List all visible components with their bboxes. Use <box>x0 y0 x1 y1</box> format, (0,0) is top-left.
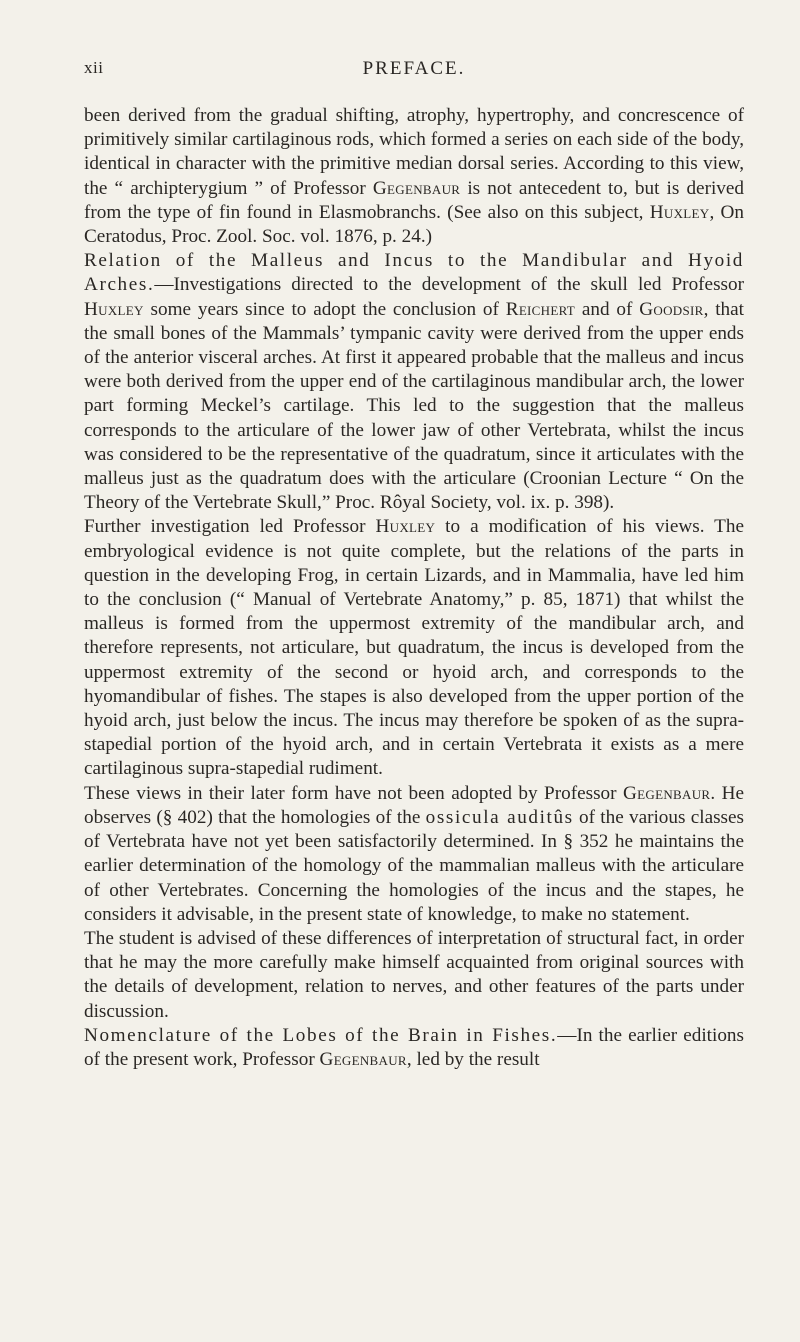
paragraph-nomenclature <box>84 1024 744 1072</box>
text-run: to a modification of his views. The embryological evidence is not quite complete, but the relations of the parts in question in the developing Frog, in certain Lizards, and in Mammalia, have led him to the conclusion (“ Manual of Vertebrate Anatomy,” p. 85, 1871) that whilst the malleus is formed from the uppermost extremity of the mandibular arch, and therefore represents, not articulare, but quadratum, the incus is developed from the uppermost extremity of the second or hyoid arch, and corresponds to the hyomandibular of fishes. The stapes is also developed from the upper portion of the hyoid arch, just below the incus. The incus may therefore be spoken of as the supra-stapedial portion of the hyoid arch, and in certain Vertebrata it exists as a mere cartilaginous supra-stapedial rudiment. <box>84 516 744 780</box>
paragraph-further-investigation <box>84 515 744 781</box>
page-number: xii <box>84 58 104 77</box>
text-run: The student is advised of these differences of interpretation of structural fact, in order that he may the more carefully make himself acquainted from original sources with the details of development, relation to nerves, and other features of the parts under discussion. <box>84 927 744 1022</box>
text-run: These views in their later form have not been adopted by Professor <box>84 782 624 804</box>
paragraph-archipterygium <box>84 104 744 249</box>
text-run: of the various classes of Vertebrata have not yet been satisfactorily determined. In § 352 he maintains the earlier determination of the homology of the mammalian malleus with the articulare of other Vertebrates. Concerning the homologies of the incus and the stapes, he considers it advisable, in the present state of knowledge, to make no statement. <box>84 806 745 925</box>
text-run: —Investigations directed to the development of the skull led Professor <box>154 274 744 296</box>
paragraph-student-advice <box>84 927 744 1024</box>
author-name: Huxley <box>649 201 710 223</box>
text-run: , led by the result <box>406 1048 540 1070</box>
author-name: Gegenbaur <box>623 782 711 804</box>
text-run: . He observes (§ 402) that the homologies of the <box>84 782 744 828</box>
author-name: Goodsir <box>639 298 704 320</box>
author-name: Huxley <box>375 516 436 538</box>
text-run: —In the earlier editions of the present work, Professor <box>84 1024 744 1070</box>
latin-term: ossicula auditûs <box>425 806 574 828</box>
text-run: and of <box>575 298 640 320</box>
author-name: Huxley <box>84 298 144 320</box>
text-run: some years since to adopt the conclusion of <box>143 298 506 320</box>
text-run: is not antecedent to, but is derived from the type of fin found in Elasmobranchs. (See also on this subject, <box>84 177 744 223</box>
paragraph-gegenbaur-views <box>84 782 744 927</box>
running-title: PREFACE. <box>362 58 466 79</box>
section-heading: Nomenclature of the Lobes of the Brain in Fishes. <box>84 1024 558 1046</box>
author-name: Reichert <box>505 298 576 320</box>
text-run: Further investigation led Professor <box>84 516 376 538</box>
text-run: been derived from the gradual shifting, atrophy, hypertrophy, and concrescence of primitively similar cartilaginous rods, which formed a series on each side of the body, identical in character with the primitive median dorsal series. According to this view, the “ archipterygium ” of Professor <box>84 105 744 199</box>
text-run: , that the small bones of the Mammals’ tympanic cavity were derived from the upper ends of the anterior visceral arches. At first it appeared probable that the malleus and incus were both derived from the upper end of the cartilaginous mandibular arch, the lower part forming Meckel’s cartilage. This led to the suggestion that the malleus corresponds to the articulare of the lower jaw of other Vertebrata, whilst the incus was considered to be the representative of the quadratum, since it articulates with the malleus just as the quadratum does with the articulare (Croonian Lecture “ On the Theory of the Vertebrate Skull,” Proc. Rôyal Society, vol. ix. p. 398). <box>84 298 744 514</box>
author-name: Gegenbaur <box>319 1048 407 1070</box>
body-text <box>84 104 744 1072</box>
author-name: Gegenbaur <box>372 177 461 199</box>
page-header <box>84 58 744 86</box>
section-heading: Relation of the Malleus and Incus to the Mandibular and Hyoid Arches. <box>84 250 744 296</box>
text-run: , On Ceratodus, Proc. Zool. Soc. vol. 1876, p. 24.) <box>84 201 745 248</box>
paragraph-malleus-incus <box>84 249 744 515</box>
